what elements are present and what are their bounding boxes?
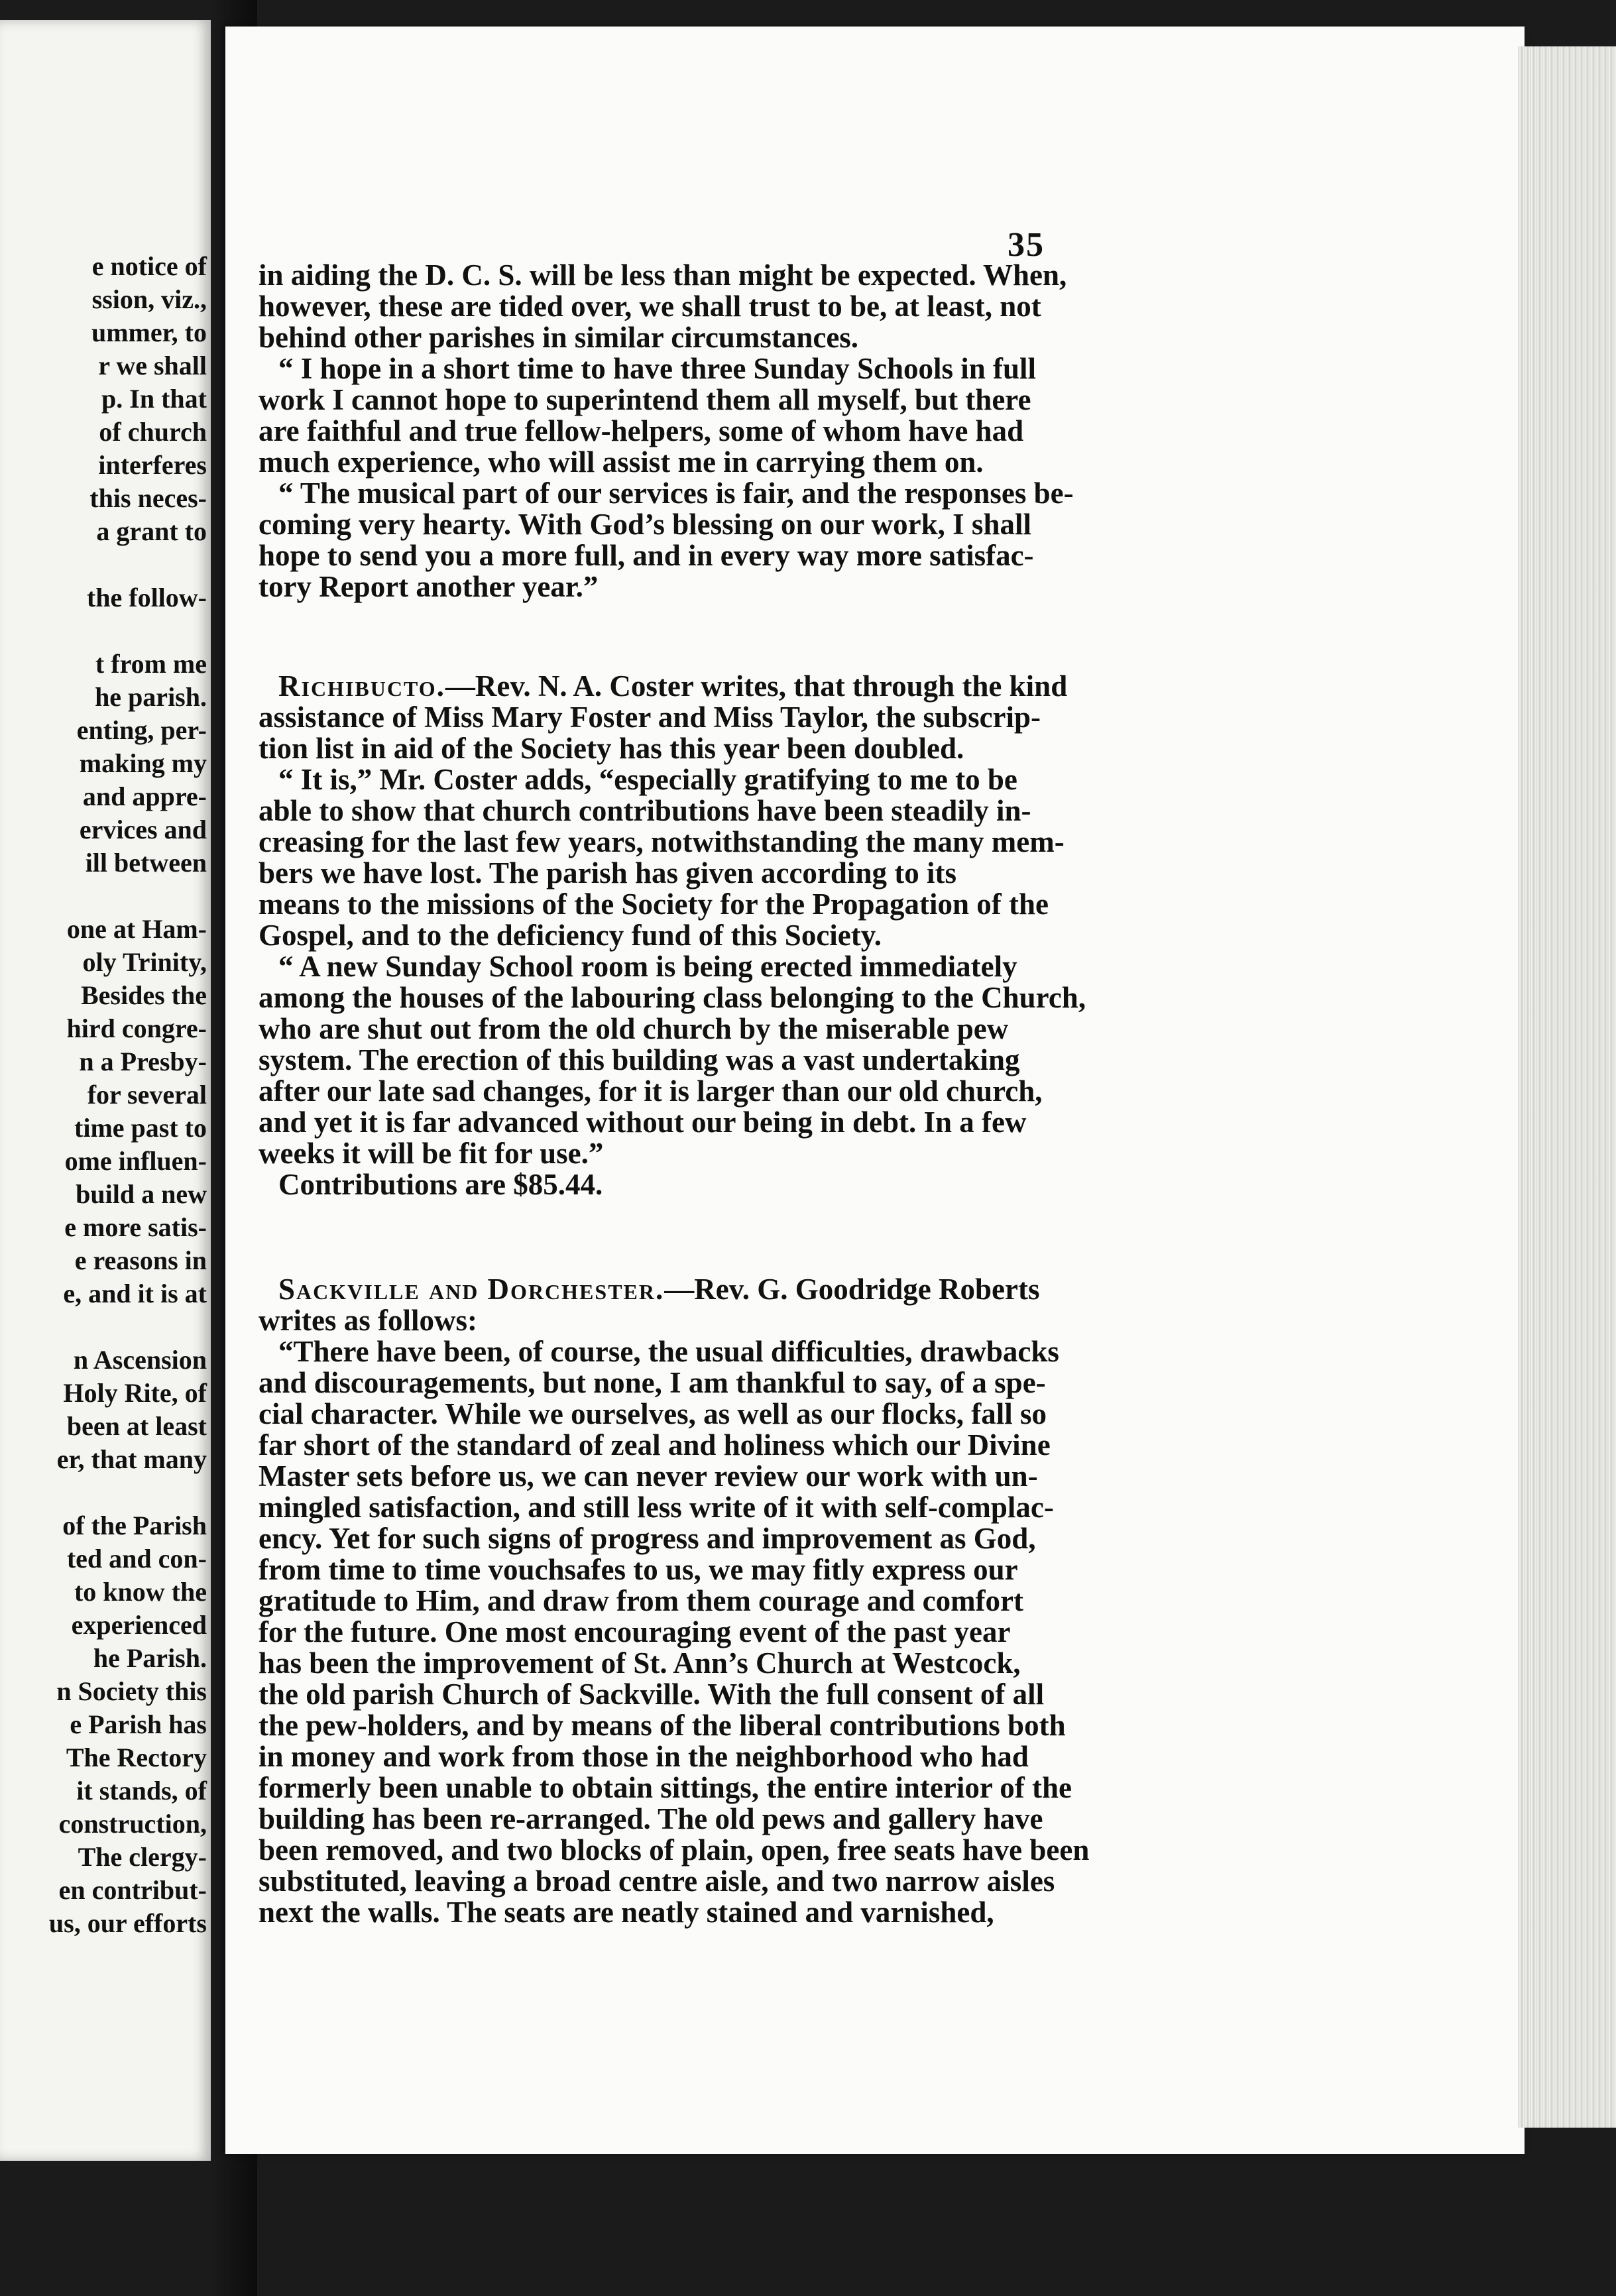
section-heading: Sackville and Dorchester. <box>278 1273 665 1306</box>
line-text: coming very hearty. With God’s blessing on our work, I shall <box>259 508 1031 541</box>
line-text: among the houses of the labouring class belonging to the Church, <box>259 981 1086 1014</box>
line-text: in money and work from those in the neighborhood who had <box>259 1740 1029 1773</box>
line-text: are faithful and true fellow-helpers, some of whom have had <box>259 414 1024 447</box>
body-text-line <box>259 258 1067 292</box>
body-text-line <box>259 445 984 479</box>
section-heading: Richibucto. <box>278 669 445 703</box>
body-text-line <box>259 1106 1026 1139</box>
left-page-line: Besides the <box>81 980 207 1010</box>
body-text-line <box>259 1646 1021 1680</box>
body-text-line <box>259 1833 1089 1866</box>
body-text-line <box>259 1012 1008 1045</box>
left-page-line: of church <box>99 417 207 447</box>
line-text: creasing for the last few years, notwithstanding the many mem- <box>259 825 1065 858</box>
body-text-line <box>259 1584 1023 1617</box>
body-text-line <box>278 950 1017 983</box>
line-text: Gospel, and to the deficiency fund of this Society. <box>259 919 882 952</box>
left-page-line: e reasons in <box>74 1245 207 1275</box>
body-text-line <box>259 1709 1066 1742</box>
left-facing-page <box>0 20 211 2161</box>
body-text-line <box>259 1428 1051 1462</box>
line-text: assistance of Miss Mary Foster and Miss Taylor, the subscrip- <box>259 701 1041 734</box>
body-text-line <box>259 856 956 890</box>
body-text-line <box>259 1896 994 1929</box>
left-page-line: r we shall <box>98 351 207 380</box>
body-text-line <box>259 1366 1046 1399</box>
line-text: has been the improvement of St. Ann’s Church at Westcock, <box>259 1646 1021 1680</box>
body-text-line <box>259 701 1041 734</box>
line-text: —Rev. G. Goodridge Roberts <box>664 1273 1040 1306</box>
body-text-line <box>259 383 1031 416</box>
left-page-line: one at Ham- <box>66 914 207 944</box>
section-heading-line <box>278 1273 1039 1306</box>
left-page-line: ervices and <box>79 815 207 844</box>
body-text-line <box>259 1553 1018 1586</box>
left-page-line: en contribut- <box>58 1875 207 1905</box>
body-text-line <box>259 1074 1043 1108</box>
body-text-line <box>259 794 1031 827</box>
body-text-line <box>259 1678 1044 1711</box>
left-page-line: n Ascension <box>73 1345 207 1375</box>
body-text-line <box>259 1137 603 1170</box>
line-text: “ I hope in a short time to have three Sunday Schools in full <box>278 352 1037 385</box>
body-text-line <box>259 1615 1010 1648</box>
left-page-line: enting, per- <box>76 715 207 745</box>
left-page-line: making my <box>79 748 207 778</box>
left-page-line: construction, <box>58 1809 207 1839</box>
line-text: cial character. While we ourselves, as well as our flocks, fall so <box>259 1397 1047 1430</box>
body-text-line <box>259 1043 1019 1076</box>
body-text-line <box>259 888 1049 921</box>
body-text-line <box>278 1168 603 1201</box>
line-text: and discouragements, but none, I am thankful to say, of a spe- <box>259 1366 1046 1399</box>
left-page-line: n Society this <box>56 1676 207 1706</box>
left-page-line: hird congre- <box>66 1013 207 1043</box>
left-page-line: e notice of <box>91 251 207 281</box>
left-page-line: us, our efforts <box>48 1908 207 1938</box>
left-page-line: been at least <box>66 1411 207 1441</box>
line-text: however, these are tided over, we shall trust to be, at least, not <box>259 290 1041 323</box>
line-text: for the future. One most encouraging event of the past year <box>259 1615 1011 1648</box>
left-page-line: Holy Rite, of <box>63 1378 207 1408</box>
body-text-line <box>259 825 1065 858</box>
left-page-line: ted and con- <box>66 1544 207 1574</box>
line-text: tion list in aid of the Society has this year been doubled. <box>259 732 964 765</box>
line-text: —Rev. N. A. Coster writes, that through the kind <box>445 669 1068 703</box>
line-text: the pew-holders, and by means of the liberal contributions both <box>259 1709 1066 1742</box>
line-text: Master sets before us, we can never review our work with un- <box>259 1460 1038 1493</box>
line-text: ency. Yet for such signs of progress and improvement as God, <box>259 1522 1036 1555</box>
line-text: hope to send you a more full, and in every way more satisfac- <box>259 539 1034 572</box>
left-page-line: p. In that <box>101 384 207 414</box>
line-text: “ It is,” Mr. Coster adds, “especially gratifying to me to be <box>278 763 1017 796</box>
left-page-line: the follow- <box>86 583 207 612</box>
body-text-line <box>259 1491 1054 1524</box>
line-text: system. The erection of this building was a vast undertaking <box>259 1043 1020 1076</box>
left-page-line: of the Parish <box>62 1511 207 1540</box>
body-text-line <box>259 1771 1072 1804</box>
body-text-line <box>259 1304 477 1337</box>
section-heading-line <box>278 669 1067 703</box>
left-page-line: e Parish has <box>70 1709 207 1739</box>
left-page-line: this neces- <box>89 483 207 513</box>
left-page-line: build a new <box>76 1179 207 1209</box>
left-page-line: e, and it is at <box>63 1279 207 1308</box>
left-page-line: for several <box>87 1080 207 1110</box>
left-page-line: interferes <box>98 450 207 480</box>
body-text-line <box>278 763 1017 796</box>
line-text: weeks it will be fit for use.” <box>259 1137 604 1170</box>
line-text: mingled satisfaction, and still less write of it with self-complac- <box>259 1491 1054 1524</box>
line-text: the old parish Church of Sackville. With the full consent of all <box>259 1678 1045 1711</box>
line-text: behind other parishes in similar circumstances. <box>259 321 859 354</box>
body-text-line <box>259 508 1031 541</box>
line-text: been removed, and two blocks of plain, open, free seats have been <box>259 1833 1090 1866</box>
line-text: after our late sad changes, for it is larger than our old church, <box>259 1074 1043 1108</box>
line-text: writes as follows: <box>259 1304 477 1337</box>
left-page-line: it stands, of <box>76 1776 207 1806</box>
line-text: able to show that church contributions have been steadily in- <box>259 794 1031 827</box>
body-text-line <box>259 414 1023 447</box>
left-page-line: ill between <box>85 848 207 878</box>
page-edge <box>1518 46 1616 2128</box>
line-text: substituted, leaving a broad centre aisle, and two narrow aisles <box>259 1865 1055 1898</box>
body-text-line <box>259 981 1086 1014</box>
line-text: building has been re-arranged. The old pews and gallery have <box>259 1802 1043 1835</box>
body-text-line <box>259 290 1041 323</box>
left-page-line: ome influen- <box>64 1146 207 1176</box>
line-text: formerly been unable to obtain sittings, the entire interior of the <box>259 1771 1072 1804</box>
left-page-line: ummer, to <box>91 317 207 347</box>
line-text: “There have been, of course, the usual difficulties, drawbacks <box>278 1335 1059 1368</box>
left-page-line: er, that many <box>56 1444 207 1474</box>
line-text: Contributions are $85.44. <box>278 1168 603 1201</box>
left-page-line: t from me <box>95 649 207 679</box>
line-text: work I cannot hope to superintend them all myself, but there <box>259 383 1031 416</box>
line-text: “ The musical part of our services is fair, and the responses be- <box>278 477 1074 510</box>
body-text-line <box>278 1335 1059 1368</box>
line-text: “ A new Sunday School room is being erected immediately <box>278 950 1017 983</box>
body-text-line <box>259 1397 1047 1430</box>
left-page-line: oly Trinity, <box>82 947 207 977</box>
line-text: from time to time vouchsafes to us, we may fitly express our <box>259 1553 1018 1586</box>
body-text-line <box>278 352 1036 385</box>
line-text: next the walls. The seats are neatly stained and varnished, <box>259 1896 994 1929</box>
body-text-line <box>259 1802 1043 1835</box>
body-text-line <box>259 732 964 765</box>
left-page-line: a grant to <box>96 516 207 546</box>
left-page-line: ssion, viz., <box>91 284 207 314</box>
left-page-line: and appre- <box>82 781 207 811</box>
body-text-line <box>259 1740 1029 1773</box>
left-page-line: e more satis- <box>64 1212 207 1242</box>
line-text: bers we have lost. The parish has given according to its <box>259 856 956 890</box>
body-text-line <box>259 1460 1038 1493</box>
body-text-line <box>259 321 858 354</box>
line-text: gratitude to Him, and draw from them courage and comfort <box>259 1584 1024 1617</box>
left-page-line: to know the <box>74 1577 207 1607</box>
body-text-line <box>259 570 598 603</box>
line-text: and yet it is far advanced without our being in debt. In a few <box>259 1106 1027 1139</box>
body-text-line <box>259 1865 1055 1898</box>
body-text-line <box>278 477 1074 510</box>
line-text: tory Report another year.” <box>259 570 599 603</box>
left-page-line: experienced <box>71 1610 207 1640</box>
left-page-line: n a Presby- <box>79 1047 207 1076</box>
line-text: in aiding the D. C. S. will be less than might be expected. When, <box>259 258 1067 292</box>
body-text-line <box>259 1522 1036 1555</box>
body-text-line <box>259 539 1034 572</box>
left-page-line: The Rectory <box>66 1743 207 1772</box>
left-page-line: he parish. <box>95 682 207 712</box>
left-page-line: The clergy- <box>78 1842 207 1872</box>
page-number: 35 <box>1008 226 1045 264</box>
main-page <box>225 27 1525 2154</box>
line-text: means to the missions of the Society for the Propagation of the <box>259 888 1049 921</box>
line-text: much experience, who will assist me in carrying them on. <box>259 445 984 479</box>
line-text: who are shut out from the old church by the miserable pew <box>259 1012 1009 1045</box>
body-text-line <box>259 919 882 952</box>
left-page-line: he Parish. <box>93 1643 207 1673</box>
left-page-line: time past to <box>74 1113 207 1143</box>
line-text: far short of the standard of zeal and holiness which our Divine <box>259 1428 1051 1462</box>
